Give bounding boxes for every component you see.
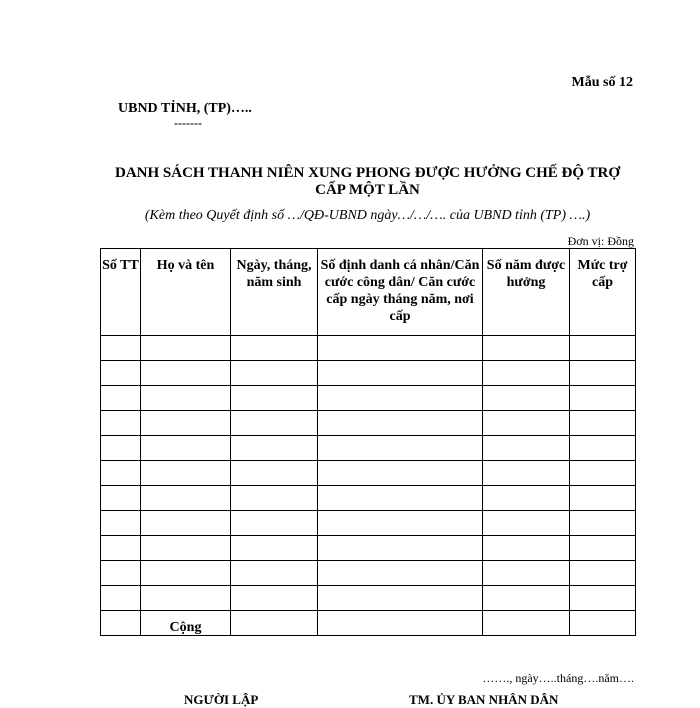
table-cell (318, 361, 483, 386)
table-cell (231, 386, 318, 411)
table-cell (570, 561, 636, 586)
table-cell (318, 611, 483, 636)
table-cell (318, 386, 483, 411)
table-cell (101, 486, 141, 511)
table-body (101, 336, 636, 636)
table-cell (318, 436, 483, 461)
table-row (101, 461, 636, 486)
table-cell (570, 461, 636, 486)
beneficiary-table (100, 248, 636, 636)
table-cell (483, 561, 570, 586)
table-cell (483, 336, 570, 361)
table-cell (570, 611, 636, 636)
column-header-allowance: Mức trợ cấp (570, 249, 636, 336)
column-header-index: Số TT (101, 249, 141, 336)
table-row (101, 536, 636, 561)
document-title-line-2: CẤP MỘT LẦN (315, 182, 420, 198)
table-cell (318, 586, 483, 611)
currency-unit: Đơn vị: Đồng (567, 234, 634, 248)
table-cell (231, 411, 318, 436)
table-cell (318, 511, 483, 536)
table-cell (483, 611, 570, 636)
table-cell (318, 461, 483, 486)
table-cell (141, 411, 231, 436)
table-row (101, 411, 636, 436)
table-cell (483, 536, 570, 561)
table-row (101, 436, 636, 461)
table-cell (483, 361, 570, 386)
table-cell (318, 536, 483, 561)
table-cell (101, 361, 141, 386)
preparer-signature-label: NGƯỜI LẬP (184, 692, 259, 707)
document-subtitle: (Kèm theo Quyết định số …/QĐ-UBND ngày…/…/…. của UBND tỉnh (TP) ….) (144, 208, 591, 223)
table-header-row (101, 249, 636, 336)
table-cell (570, 536, 636, 561)
issuer-name: UBND TỈNH, (TP)….. (118, 101, 252, 116)
table-cell (101, 336, 141, 361)
total-label: Cộng (141, 611, 231, 636)
document-title-line-1: DANH SÁCH THANH NIÊN XUNG PHONG ĐƯỢC HƯỞNG CHẾ ĐỘ TRỢ (114, 165, 621, 181)
column-header-id-number: Số định danh cá nhân/Căn cước công dân/ Căn cước cấp ngày tháng năm, nơi cấp (318, 249, 483, 336)
table-row (101, 486, 636, 511)
table-cell (570, 336, 636, 361)
table-cell (231, 461, 318, 486)
table-cell (101, 461, 141, 486)
table-cell (570, 436, 636, 461)
table-cell (570, 411, 636, 436)
table-cell (570, 361, 636, 386)
table-cell (141, 361, 231, 386)
table-cell (483, 511, 570, 536)
table-cell (141, 461, 231, 486)
table-cell (231, 436, 318, 461)
table-cell (483, 461, 570, 486)
table-cell (570, 386, 636, 411)
table-cell (231, 561, 318, 586)
table-cell (101, 536, 141, 561)
table-row (101, 361, 636, 386)
table-cell (318, 486, 483, 511)
table-cell (318, 336, 483, 361)
table-cell (570, 511, 636, 536)
table-cell (318, 561, 483, 586)
form-number: Mẫu số 12 (571, 75, 633, 90)
table-cell (231, 536, 318, 561)
table-cell (101, 511, 141, 536)
table-cell (141, 436, 231, 461)
table-cell (231, 611, 318, 636)
table-cell (101, 561, 141, 586)
table-cell (483, 436, 570, 461)
table-cell (570, 486, 636, 511)
table-cell (101, 411, 141, 436)
table-row (101, 586, 636, 611)
table-cell (231, 586, 318, 611)
table-cell (483, 411, 570, 436)
table-cell (318, 411, 483, 436)
table-row (101, 561, 636, 586)
table-cell (483, 586, 570, 611)
table-cell (570, 586, 636, 611)
table-cell (141, 536, 231, 561)
table-cell (231, 336, 318, 361)
table-cell (141, 511, 231, 536)
date-line: ……., ngày…..tháng….năm…. (482, 671, 634, 685)
table-cell (231, 511, 318, 536)
document-title (100, 165, 635, 199)
column-header-date-of-birth: Ngày, tháng, năm sinh (231, 249, 318, 336)
table-cell (101, 586, 141, 611)
committee-signature-label: TM. ỦY BAN NHÂN DÂN (409, 692, 559, 707)
table-cell (141, 336, 231, 361)
table-cell (231, 361, 318, 386)
table-cell (101, 386, 141, 411)
table-row (101, 386, 636, 411)
table-cell (231, 486, 318, 511)
table-cell (141, 386, 231, 411)
table-total-row (101, 611, 636, 636)
issuer-divider: ------- (174, 116, 202, 130)
table-cell (141, 561, 231, 586)
table-cell (101, 436, 141, 461)
table-row (101, 336, 636, 361)
column-header-full-name: Họ và tên (141, 249, 231, 336)
column-header-years: Số năm được hưởng (483, 249, 570, 336)
table-row (101, 511, 636, 536)
table-cell (483, 486, 570, 511)
table-cell (141, 586, 231, 611)
table-cell (141, 486, 231, 511)
table-cell (101, 611, 141, 636)
table-cell (483, 386, 570, 411)
